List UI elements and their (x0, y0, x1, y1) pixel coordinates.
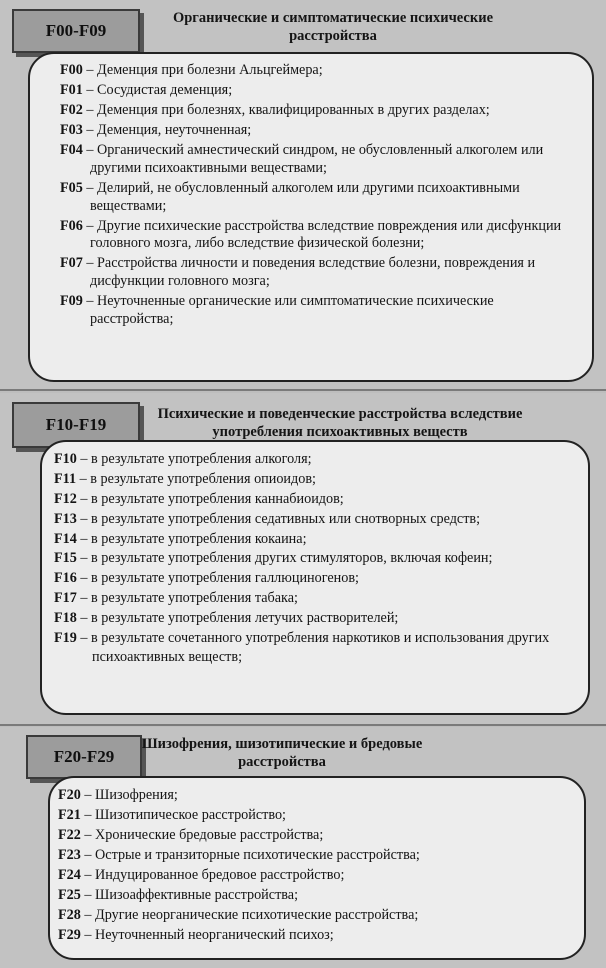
code-list-item (54, 569, 576, 588)
item-text: Деменция при болезни Альцгеймера; (97, 62, 323, 78)
item-code: F12 (54, 490, 77, 507)
item-code: F18 (54, 610, 77, 627)
code-list-item (54, 549, 576, 568)
item-text: Делирий, не обусловленный алкоголем или другими психоактивными веществами; (90, 179, 520, 214)
item-code: F29 (58, 927, 81, 943)
section-heading: Шизофрения, шизотипические и бредовые расстройства (141, 736, 423, 770)
item-text: в результате употребления летучих растворителей; (91, 610, 399, 627)
item-code: F07 (60, 255, 83, 272)
section-f20-f29 (0, 727, 606, 968)
item-dash: – (84, 907, 92, 923)
code-list-item (54, 609, 576, 628)
code-list-item (58, 866, 572, 884)
item-text: Хронические бредовые расстройства; (95, 827, 324, 843)
item-dash: – (86, 179, 94, 196)
item-text: в результате употребления опиоидов; (90, 470, 316, 487)
item-dash: – (86, 81, 94, 98)
item-code: F25 (58, 887, 81, 903)
item-dash: – (80, 451, 88, 467)
code-list-item (54, 629, 576, 666)
code-list-item (54, 450, 576, 469)
item-code: F28 (58, 907, 81, 923)
item-text: в результате употребления алкоголя; (91, 451, 312, 467)
item-text: Острые и транзиторные психотические расстройства; (95, 847, 420, 863)
code-list-item (54, 510, 576, 529)
item-text: Другие психические расстройства вследствие повреждения или дисфункции головного мозга, либо вследствие физической болезни; (90, 217, 562, 252)
item-code: F01 (60, 81, 83, 98)
item-dash: – (80, 490, 88, 507)
item-dash: – (86, 141, 94, 158)
code-list-panel (40, 440, 590, 715)
item-text: Сосудистая деменция; (97, 81, 233, 98)
code-list-item (54, 490, 576, 509)
section-code-tag: F00-F09 (12, 9, 140, 53)
code-list-panel (48, 776, 586, 960)
item-code: F19 (54, 630, 77, 647)
item-text: Индуцированное бредовое расстройство; (95, 867, 345, 883)
code-list-item (58, 826, 572, 844)
item-dash: – (86, 101, 94, 118)
item-code: F15 (54, 550, 77, 567)
item-dash: – (80, 530, 88, 547)
code-list-item (54, 530, 576, 549)
item-text: Шизотипическое расстройство; (95, 807, 286, 823)
code-list-item (60, 218, 580, 254)
item-dash: – (84, 847, 92, 863)
code-list-item (60, 180, 580, 216)
item-text: в результате употребления галлюциногенов; (91, 570, 359, 587)
item-dash: – (84, 867, 92, 883)
item-code: F00 (60, 62, 83, 78)
item-dash: – (86, 217, 94, 234)
item-code: F10 (54, 451, 77, 467)
item-text: Шизоаффективные расстройства; (95, 887, 299, 903)
item-dash: – (84, 807, 92, 823)
item-text: Расстройства личности и поведения вследствие болезни, повреждения и дисфункции головного мозга; (90, 255, 536, 290)
item-dash: – (84, 887, 92, 903)
item-code: F06 (60, 217, 83, 234)
item-code: F16 (54, 570, 77, 587)
item-code: F20 (58, 787, 81, 803)
item-dash: – (86, 293, 94, 310)
code-list-item (60, 293, 580, 329)
item-code: F17 (54, 590, 77, 607)
item-text: в результате употребления других стимуляторов, включая кофеин; (91, 550, 493, 567)
item-text: Неуточненные органические или симптоматические психические расстройства; (90, 293, 494, 327)
item-dash: – (84, 827, 92, 843)
item-text: Неуточненный неорганический психоз; (95, 927, 334, 943)
code-list-item (58, 786, 572, 804)
item-text: Деменция, неуточненная; (97, 121, 252, 138)
item-code: F02 (60, 101, 83, 118)
code-list-item (58, 906, 572, 924)
code-list-item (60, 102, 580, 120)
item-code: F13 (54, 510, 77, 527)
item-code: F23 (58, 847, 81, 863)
item-code: F04 (60, 141, 83, 158)
item-dash: – (80, 570, 88, 587)
item-code: F05 (60, 179, 83, 196)
item-dash: – (86, 121, 94, 138)
code-list-item (54, 470, 576, 489)
item-text: в результате употребления табака; (91, 590, 298, 607)
item-text: Деменция при болезнях, квалифицированных в других разделах; (97, 101, 490, 118)
item-code: F11 (54, 470, 77, 487)
item-text: в результате употребления кокаина; (91, 530, 307, 547)
item-code: F24 (58, 867, 81, 883)
item-text: Органический амнестический синдром, не обусловленный алкоголем или другими психоактивными веществами; (90, 141, 544, 176)
section-code-tag: F20-F29 (26, 735, 142, 779)
item-dash: – (80, 630, 88, 647)
item-dash: – (80, 590, 88, 607)
item-dash: – (84, 927, 92, 943)
code-list-item (58, 926, 572, 944)
item-text: в результате употребления седативных или снотворных средств; (91, 510, 481, 527)
item-dash: – (84, 787, 92, 803)
code-list-item (60, 255, 580, 291)
code-list-item (60, 122, 580, 140)
item-dash: – (80, 550, 88, 567)
section-heading: Органические и симптоматические психические расстройства (172, 10, 494, 44)
item-text: Другие неорганические психотические расстройства; (95, 907, 419, 923)
code-list-item (54, 589, 576, 608)
item-text: в результате употребления каннабиоидов; (91, 490, 344, 507)
item-code: F14 (54, 530, 77, 547)
item-dash: – (79, 470, 87, 487)
section-code-tag: F10-F19 (12, 402, 140, 448)
code-list-item (60, 82, 580, 100)
item-text: в результате сочетанного употребления наркотиков и использования других психоактивных веществ; (91, 630, 550, 665)
section-f00-f09 (0, 0, 606, 391)
item-text: Шизофрения; (95, 787, 178, 803)
item-dash: – (86, 255, 94, 272)
item-code: F21 (58, 807, 81, 823)
item-dash: – (80, 510, 88, 527)
section-heading: Психические и поведенческие расстройства вследствие употребления психоактивных веществ (157, 406, 523, 440)
code-list-item (60, 142, 580, 178)
item-code: F22 (58, 827, 81, 843)
code-list-item (60, 62, 580, 80)
item-dash: – (86, 62, 94, 78)
code-list-item (58, 846, 572, 864)
section-f10-f19 (0, 393, 606, 726)
item-code: F03 (60, 121, 83, 138)
code-list-item (58, 886, 572, 904)
item-dash: – (80, 610, 88, 627)
item-code: F09 (60, 293, 83, 310)
code-list-item (58, 806, 572, 824)
code-list-panel (28, 52, 594, 382)
